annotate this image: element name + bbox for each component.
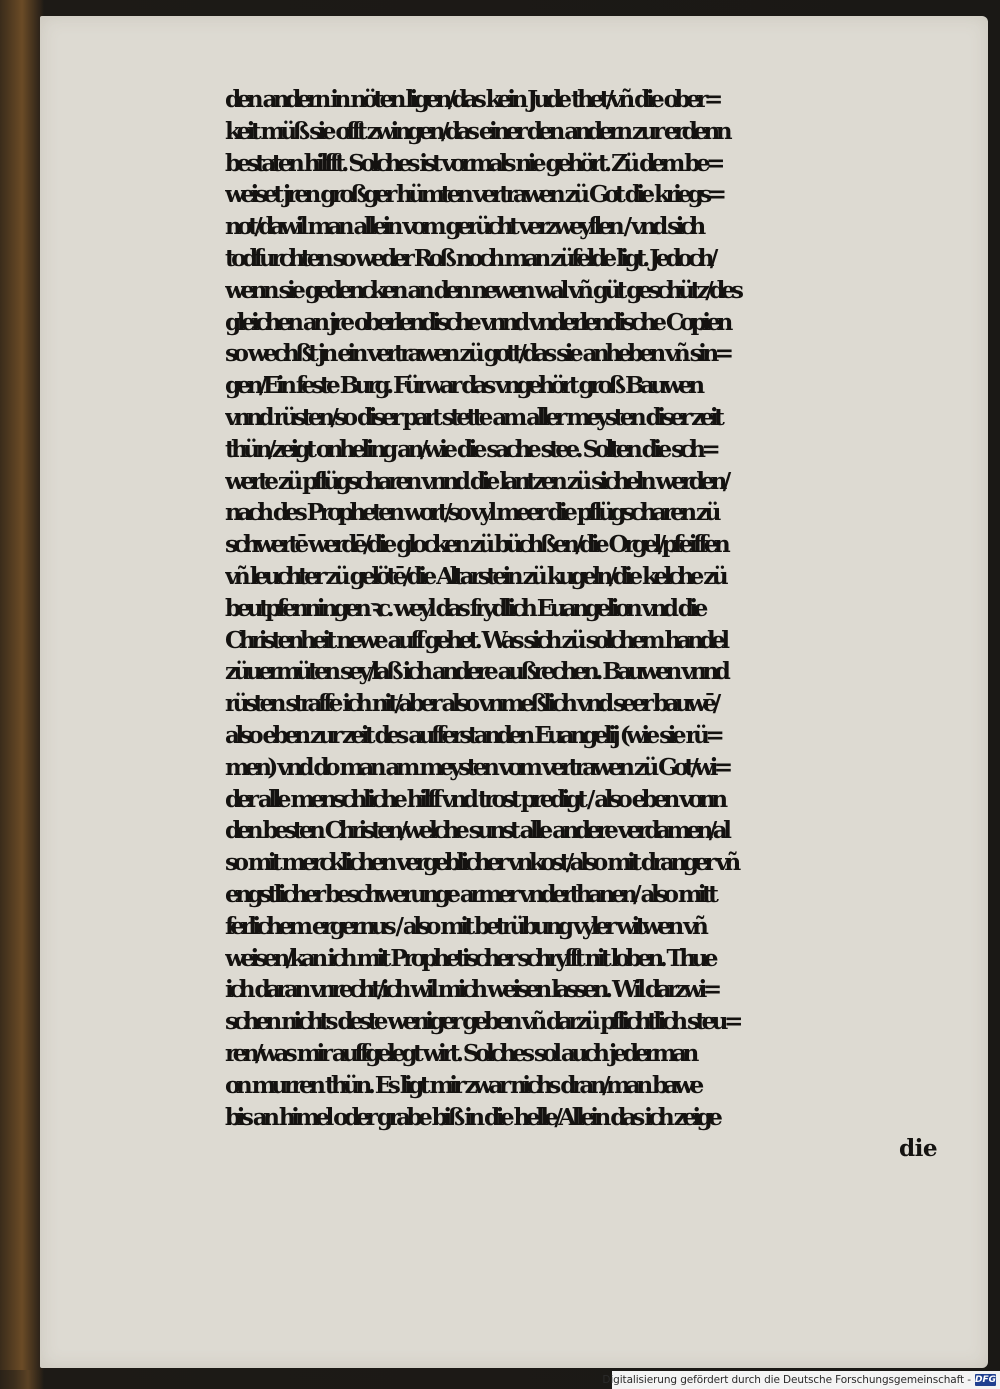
text-line: nach des Propheten wort/so vyl meer die pflügscharen zü [225, 499, 717, 527]
text-line: Christenheit newe auff gehet. Was sich zü solchem handel [225, 626, 726, 654]
text-line: vñ leuchter zü gelötē/die Altarstein zü kugeln/die kelche zü [225, 562, 725, 590]
text-line: der alle menschliche hilff vnd trost predigt / also eben vonn [225, 785, 724, 813]
text-line: not/dawil man allein vom gerücht verzweyflen / vnd sich [225, 213, 702, 241]
text-line: vnnd rüsten/so diser part stette am aller meysten diser zeit [225, 403, 721, 431]
text-line: den besten Christen/welche sunst alle andere verdamen/al [225, 817, 728, 845]
dfg-logo-icon: DFG [974, 1375, 996, 1385]
text-line: gleichen an jre oberlendische vnnd vnderlendische Copien [225, 308, 729, 336]
text-line: ferlichem ergernus / also mit betrübung vyler witwen vñ [225, 912, 705, 940]
text-line: weisen/kan ich mit Prophetischer schryfft nit loben. Thue [225, 944, 714, 972]
book-spine-edge [0, 0, 40, 1370]
text-line: bestaten hilfft. Solches ist vormals nie gehört. Zü dem be= [225, 149, 721, 177]
text-line: ich daran vnrecht/ich wil mich weisen lassen. Wil darzwi= [225, 976, 718, 1004]
text-line: gen/Ein feste Burg. Fürwar das vngehört groß Bauwen [225, 372, 701, 400]
text-line: weiset jren großger hümten vertrawen zü Got die kriegs= [225, 181, 723, 209]
text-line: so mit mercklichen vergeblicher vnkost/also mit dranger vñ [225, 849, 737, 877]
catchword: die [899, 1135, 937, 1163]
text-line: todfurchten so weder Roß noch man züfelde ligt. Jedoch/ [225, 244, 714, 272]
text-line: beutpfenningen ꝛc. weyl das frydlich Euangelion vnd die [225, 594, 704, 622]
text-line: ren/was mir auffgelegt wirt. Solches sol auch jederman [225, 1039, 695, 1067]
text-line: werte zü pflügscharen vnnd die lantzen zü sicheln werden/ [225, 467, 727, 495]
text-line: also eben zur zeit des aufferstanden Euangelij (wie sie rü= [225, 721, 721, 749]
text-line: on murren thün. Es ligt mir zwar nichs dran/man bawe [225, 1071, 700, 1099]
text-line: den andern in nöten ligen/das kein Jude thet/vñ die ober= [225, 86, 719, 113]
text-line: schwertē werdē/die glocken zü büchßen/die Orgel/pfeiffen [225, 531, 727, 559]
text-line: bis an himel oder grabe biß in die helle/Allein das ich zeige [225, 1103, 719, 1131]
text-line: wenn sie gedencken an den newen wal vñ güt geschütz/des [225, 276, 740, 304]
digitization-footer [602, 1371, 1000, 1389]
text-line: züuermüten sey/laß ich andere außrechen. Bauwen vnnd [225, 658, 727, 686]
funding-notice: Digitalisierung gefördert durch die Deutsche Forschungsgemeinschaft - [602, 1374, 971, 1386]
text-line: engstlicher beschwerunge armer vnderthanen/ also mitt [225, 880, 715, 908]
text-line: rüsten straffe ich nit/aber also vnmeßlich vnd seer bauwē/ [225, 690, 717, 718]
blackletter-text-block [225, 84, 945, 1165]
text-line: so wechßt jn ein vertrawen zü gott/das sie anheben vñ sin= [225, 340, 730, 368]
text-line: keit müß sie offt zwingen/das einer den andern zur erdenn [225, 117, 728, 145]
text-line: schen nichts deste weniger geben vñ darzü pflichtlich steu= [225, 1008, 739, 1036]
text-line: thün/zeigt onheling an/wie die sache stee. Solten die sch= [225, 435, 717, 463]
text-line: men) vnd do man am meysten vom vertrawen zü Got/wi= [225, 753, 729, 781]
